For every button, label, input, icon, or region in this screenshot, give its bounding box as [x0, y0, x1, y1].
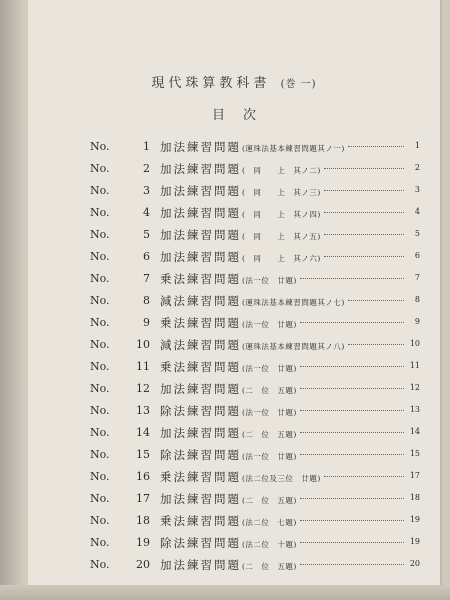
entry-note: (運珠法基本練習問題其ノ七): [242, 298, 345, 307]
entry-page: 6: [414, 251, 420, 260]
entry-note: ( 同 上 其ノ三): [242, 188, 321, 197]
toc-heading: 目次: [211, 108, 274, 123]
entry-no-label: No.: [90, 228, 110, 241]
toc-entry: [90, 224, 420, 246]
entry-title-group: [160, 425, 297, 441]
entry-no-label: No.: [90, 536, 110, 549]
toc-entry: [90, 268, 420, 290]
entry-no-label: No.: [90, 162, 110, 175]
entry-no-label: No.: [90, 404, 110, 417]
entry-page: 18: [409, 493, 420, 502]
entry-page: 2: [414, 163, 420, 172]
entry-title-group: [160, 513, 297, 529]
entry-no-label: No.: [90, 558, 110, 571]
entry-no-value: 15: [136, 448, 150, 461]
entry-no-value: 10: [136, 338, 150, 351]
entry-page: 9: [414, 317, 420, 326]
leader-dots: [300, 410, 404, 412]
entry-no-label: No.: [90, 206, 110, 219]
entry-no-value: 1: [143, 140, 150, 153]
entry-no-value: 3: [143, 184, 150, 197]
leader-dots: [324, 212, 404, 214]
entry-title-group: [160, 403, 297, 419]
entry-title-group: [160, 293, 345, 309]
entry-note: ( 同 上 其ノ六): [242, 254, 321, 263]
entry-note: (運珠法基本練習問題其ノ八): [242, 342, 345, 351]
entry-page: 3: [414, 185, 420, 194]
entry-no-value: 8: [143, 294, 150, 307]
entry-no-label: No.: [90, 514, 110, 527]
entry-note: (法一位 廿題): [242, 364, 297, 373]
entry-title-group: [160, 447, 297, 463]
toc-entry: [90, 554, 420, 576]
leader-dots: [300, 278, 404, 280]
entry-page: 14: [409, 427, 420, 436]
entry-title-group: [160, 491, 297, 507]
entry-title-group: [160, 557, 297, 573]
entry-note: (法二位 七題): [242, 518, 297, 527]
entry-no-label: No.: [90, 272, 110, 285]
entry-title: 加法練習問題: [160, 492, 241, 506]
entry-page: 12: [409, 383, 420, 392]
toc-entry: [90, 158, 420, 180]
toc-entry: [90, 422, 420, 444]
entry-title: 乗法練習問題: [160, 514, 241, 528]
toc-entry: [90, 334, 420, 356]
leader-dots: [324, 256, 404, 258]
leader-dots: [348, 146, 404, 148]
entry-no-value: 18: [136, 514, 150, 527]
leader-dots: [300, 498, 404, 500]
entry-no-value: 11: [136, 360, 150, 373]
toc-entry: [90, 312, 420, 334]
entry-title: 乗法練習問題: [160, 272, 241, 286]
leader-dots: [300, 388, 404, 390]
entry-no-value: 4: [143, 206, 150, 219]
entry-title: 減法練習問題: [160, 294, 241, 308]
page-title: [28, 72, 440, 91]
entry-note: (法一位 廿題): [242, 408, 297, 417]
entry-page: 7: [414, 273, 420, 282]
entry-title: 除法練習問題: [160, 448, 241, 462]
entry-title: 加法練習問題: [160, 184, 241, 198]
toc-entry: [90, 532, 420, 554]
entry-page: 4: [414, 207, 420, 216]
leader-dots: [324, 168, 404, 170]
toc-entry: [90, 378, 420, 400]
book-title: 現代珠算教科書: [151, 76, 271, 91]
leader-dots: [300, 454, 404, 456]
entry-page: 1: [414, 141, 420, 150]
volume-label: (巻 一): [280, 79, 317, 90]
entry-title-group: [160, 359, 297, 375]
toc-entry: [90, 136, 420, 158]
entry-note: (法一位 廿題): [242, 452, 297, 461]
entry-page: 11: [409, 361, 420, 370]
entry-no-label: No.: [90, 316, 110, 329]
entry-no-value: 20: [136, 558, 150, 571]
toc-entry: [90, 356, 420, 378]
entry-title: 加法練習問題: [160, 382, 241, 396]
leader-dots: [300, 366, 404, 368]
entry-note: ( 同 上 其ノ二): [242, 166, 321, 175]
entry-title: 加法練習問題: [160, 206, 241, 220]
entry-title-group: [160, 381, 297, 397]
entry-no-value: 19: [136, 536, 150, 549]
entry-note: (運珠法基本練習問題其ノ一): [242, 144, 345, 153]
leader-dots: [300, 322, 404, 324]
entry-title: 乗法練習問題: [160, 470, 241, 484]
page-bottom-shadow: [0, 585, 450, 600]
entry-title: 加法練習問題: [160, 558, 241, 572]
entry-page: 15: [409, 449, 420, 458]
entry-no-value: 16: [136, 470, 150, 483]
entry-note: (二 位 五題): [242, 496, 297, 505]
entry-note: (二 位 五題): [242, 430, 297, 439]
leader-dots: [348, 344, 404, 346]
entry-title: 加法練習問題: [160, 228, 241, 242]
toc-entry: [90, 290, 420, 312]
entry-note: ( 同 上 其ノ五): [242, 232, 321, 241]
entry-title: 加法練習問題: [160, 162, 241, 176]
entry-title: 乗法練習問題: [160, 316, 241, 330]
entry-title: 減法練習問題: [160, 338, 241, 352]
entry-no-label: No.: [90, 360, 110, 373]
entry-no-value: 12: [136, 382, 150, 395]
entry-note: (法二位及三位 廿題): [242, 474, 321, 483]
leader-dots: [300, 520, 404, 522]
entry-no-label: No.: [90, 140, 110, 153]
entry-page: 19: [409, 515, 420, 524]
toc-entry: [90, 444, 420, 466]
entry-no-label: No.: [90, 492, 110, 505]
entry-no-value: 13: [136, 404, 150, 417]
entry-page: 20: [409, 559, 420, 568]
entry-title-group: [160, 535, 297, 551]
entry-title-group: [160, 337, 345, 353]
entry-no-value: 9: [143, 316, 150, 329]
toc-entry: [90, 510, 420, 532]
entry-title-group: [160, 469, 321, 485]
entry-note: (法二位 十題): [242, 540, 297, 549]
entry-title-group: [160, 249, 321, 265]
entry-page: 13: [409, 405, 420, 414]
entry-page: 5: [414, 229, 420, 238]
entry-no-label: No.: [90, 470, 110, 483]
leader-dots: [324, 234, 404, 236]
entry-page: 19: [409, 537, 420, 546]
entry-no-label: No.: [90, 250, 110, 263]
leader-dots: [300, 564, 404, 566]
entry-title-group: [160, 183, 321, 199]
entry-title-group: [160, 161, 321, 177]
entry-title-group: [160, 205, 321, 221]
leader-dots: [300, 432, 404, 434]
entry-title-group: [160, 271, 297, 287]
entry-title: 除法練習問題: [160, 536, 241, 550]
entry-title-group: [160, 315, 297, 331]
toc-entry: [90, 488, 420, 510]
entry-no-value: 7: [143, 272, 150, 285]
entry-page: 10: [409, 339, 420, 348]
entry-title: 加法練習問題: [160, 140, 241, 154]
entry-no-label: No.: [90, 184, 110, 197]
entry-note: (法一位 廿題): [242, 276, 297, 285]
entry-no-label: No.: [90, 448, 110, 461]
entry-note: ( 同 上 其ノ四): [242, 210, 321, 219]
entry-no-value: 17: [136, 492, 150, 505]
toc-entry: [90, 466, 420, 488]
leader-dots: [324, 476, 404, 478]
table-of-contents: [90, 136, 420, 576]
entry-title: 加法練習問題: [160, 426, 241, 440]
book-page: [28, 0, 440, 590]
entry-no-value: 6: [143, 250, 150, 263]
entry-note: (法一位 廿題): [242, 320, 297, 329]
entry-no-label: No.: [90, 338, 110, 351]
entry-title-group: [160, 227, 321, 243]
entry-note: (二 位 五題): [242, 386, 297, 395]
entry-title: 除法練習問題: [160, 404, 241, 418]
toc-entry: [90, 246, 420, 268]
entry-no-label: No.: [90, 294, 110, 307]
entry-page: 8: [414, 295, 420, 304]
toc-entry: [90, 400, 420, 422]
toc-entry: [90, 180, 420, 202]
entry-title: 乗法練習問題: [160, 360, 241, 374]
book-spine-edge: [0, 0, 30, 600]
entry-page: 17: [409, 471, 420, 480]
entry-title-group: [160, 139, 345, 155]
entry-note: (二 位 五題): [242, 562, 297, 571]
leader-dots: [348, 300, 404, 302]
toc-entry: [90, 202, 420, 224]
leader-dots: [300, 542, 404, 544]
entry-no-label: No.: [90, 382, 110, 395]
entry-title: 加法練習問題: [160, 250, 241, 264]
entry-no-label: No.: [90, 426, 110, 439]
entry-no-value: 14: [136, 426, 150, 439]
leader-dots: [324, 190, 404, 192]
entry-no-value: 5: [143, 228, 150, 241]
entry-no-value: 2: [143, 162, 150, 175]
